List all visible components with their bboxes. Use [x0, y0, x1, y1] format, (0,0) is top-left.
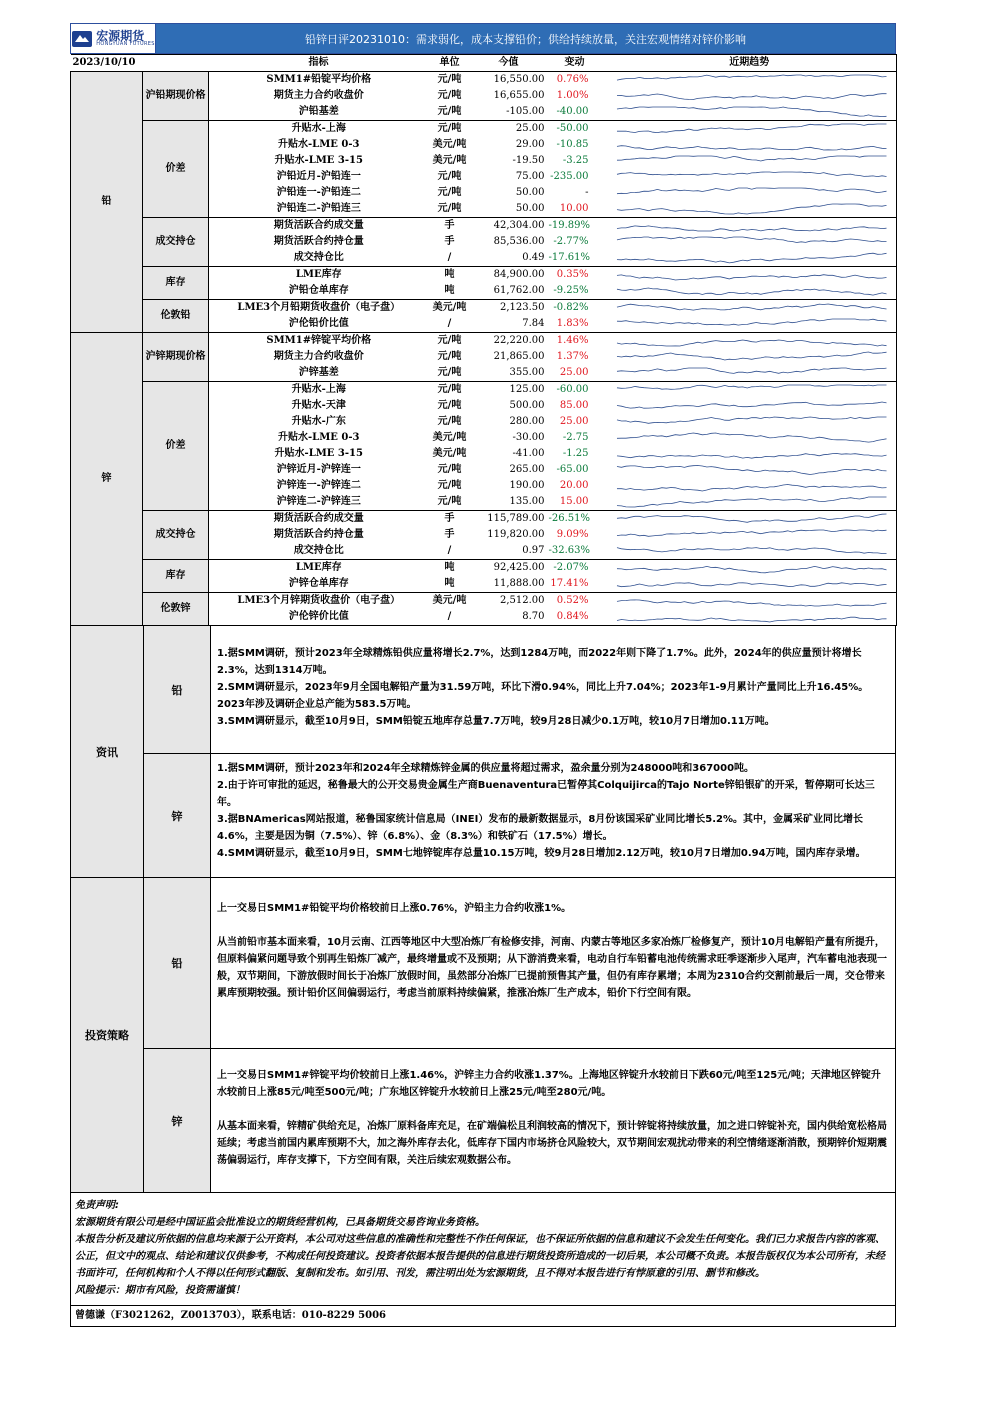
logo-icon — [71, 30, 93, 48]
group-label: 库存 — [143, 560, 209, 593]
trend-sparkline — [603, 430, 897, 446]
trend-sparkline — [603, 511, 897, 527]
strategy-zinc-para: 从基本面来看，锌精矿供给充足，冶炼厂原料备库充足，在矿端偏松且利润较高的情况下，预计锌锭将持续放量，加之进口锌锭补充，国内供给宽松格局延续；考虑当前国内累库预期不大，加之海外库存去化，低库存下国内市场挤仓风险较大，双节期间宏观扰动带来的利空情绪逐渐消散，预期锌价短期震荡偏弱运行，库存支撑下，下方空间有限，关注后续宏观数据公布。 — [217, 1121, 887, 1166]
logo-name-cn: 宏源期货 — [96, 29, 145, 43]
indicator-change: -60.00 — [556, 384, 589, 395]
indicator-change: - — [585, 187, 589, 198]
indicator-name: 沪锌基差 — [209, 365, 429, 382]
indicator-change: -2.77% — [553, 236, 589, 247]
indicator-name: 沪铅仓单库存 — [209, 283, 429, 300]
trend-sparkline — [603, 446, 897, 462]
trend-sparkline — [603, 462, 897, 478]
indicator-change: 10.00 — [547, 201, 603, 218]
indicator-name: 成交持仓比 — [209, 250, 429, 267]
col-unit: 单位 — [429, 55, 471, 72]
news-lead-text — [211, 626, 895, 753]
table-row — [71, 72, 897, 89]
indicator-change: 25.00 — [547, 365, 603, 382]
indicator-change: 17.41% — [547, 576, 603, 593]
table-row — [71, 121, 897, 138]
trend-sparkline — [603, 137, 897, 153]
news-section — [70, 626, 896, 878]
indicator-unit: 元/吨 — [437, 123, 462, 134]
group-label: 库存 — [143, 267, 209, 300]
indicator-change: -2.07% — [553, 562, 589, 573]
trend-cell — [603, 169, 897, 185]
trend-sparkline — [603, 121, 897, 137]
trend-cell — [603, 88, 897, 104]
indicator-change: -2.75 — [562, 432, 589, 443]
trend-sparkline — [603, 267, 897, 283]
table-row — [71, 560, 897, 577]
news-zinc-item: 2.由于许可审批的延迟，秘鲁最大的公开交易贵金属生产商Buenaventura已暂停其Colquijirca的Tajo Norte锌铅银矿的开采，暂停期可长达三年。 — [217, 780, 875, 808]
indicator-change: -19.89% — [548, 220, 591, 231]
indicator-change: 85.00 — [559, 400, 589, 411]
indicator-value: 500.00 — [509, 400, 545, 411]
indicator-value: -41.00 — [512, 448, 545, 459]
trend-cell — [603, 267, 897, 284]
group-label: 成交持仓 — [143, 218, 209, 267]
trend-cell — [603, 430, 897, 446]
indicator-change: -3.25 — [562, 155, 589, 166]
indicator-value: 21,865.00 — [493, 351, 545, 362]
strategy-section — [70, 878, 896, 1193]
indicator-value: 22,220.00 — [493, 335, 545, 346]
trend-cell — [603, 283, 897, 300]
indicator-name: 沪锌连一-沪锌连二 — [276, 480, 361, 491]
indicator-value: 2,123.50 — [499, 302, 545, 313]
disclaimer-line: 风险提示：期市有风险，投资需谨慎！ — [75, 1285, 245, 1296]
indicator-change: -235.00 — [550, 171, 589, 182]
indicator-unit: 元/吨 — [437, 90, 462, 101]
disclaimer-line: 本报告分析及建议所依据的信息均来源于公开资料，本公司对这些信息的准确性和完整性不作任何保证，也不保证所依据的信息和建议不会发生任何变化。我们已力求报告内容的客观、公正，但文中的观点、结论和建议仅供参考，不构成任何投资建议。投资者依据本报告提供的信息进行期货投资所造成的一切后果，本公司概不负责。本报告版权仅为本公司所有，未经书面许可，任何机构和个人不得以任何形式翻版、复制和发布。如引用、刊发，需注明出处为宏源期货，且不得对本报告进行有悖原意的引用、删节和修改。 — [75, 1234, 885, 1279]
table-row — [71, 218, 897, 235]
trend-sparkline — [603, 398, 897, 414]
indicator-value: 25.00 — [515, 123, 545, 134]
group-label: 成交持仓 — [143, 511, 209, 560]
indicator-name: 期货主力合约收盘价 — [273, 351, 364, 362]
trend-sparkline — [603, 169, 897, 185]
indicator-value: 119,820.00 — [487, 529, 545, 540]
disclaimer-title: 免责声明: — [75, 1200, 119, 1211]
indicator-value: -30.00 — [512, 432, 545, 443]
indicator-change: 0.35% — [556, 269, 589, 280]
indicator-unit: 元/吨 — [437, 464, 462, 475]
indicator-name: 沪铅连一-沪铅连二 — [276, 187, 361, 198]
indicator-name: LME3个月铅期货收盘价（电子盘） — [237, 302, 401, 313]
trend-sparkline — [603, 153, 897, 169]
trend-sparkline — [603, 365, 897, 381]
trend-sparkline — [603, 478, 897, 494]
group-label: 伦敦锌 — [143, 593, 209, 626]
indicator-name: LME3个月锌期货收盘价（电子盘） — [237, 595, 401, 606]
indicator-unit: 美元/吨 — [432, 302, 467, 313]
trend-cell — [603, 593, 897, 610]
indicator-unit: 美元/吨 — [432, 595, 467, 606]
indicator-change: 1.46% — [556, 335, 589, 346]
indicator-change: 20.00 — [559, 480, 589, 491]
indicator-unit: 元/吨 — [437, 74, 462, 85]
trend-cell — [603, 333, 897, 350]
metal-section-label: 锌 — [71, 333, 143, 626]
trend-sparkline — [603, 234, 897, 250]
table-row — [71, 511, 897, 528]
report-date: 2023/10/10 — [71, 55, 143, 72]
report-page — [70, 23, 896, 1327]
strategy-lead-para: 上一交易日SMM1#铅锭平均价格较前日上涨0.76%，沪铅主力合约收涨1%。 — [217, 903, 572, 914]
indicator-unit: 元/吨 — [437, 400, 462, 411]
news-lead-label: 铅 — [144, 626, 211, 753]
col-change: 变动 — [547, 55, 603, 72]
news-zinc — [144, 754, 895, 877]
news-lead — [144, 626, 895, 754]
strategy-zinc-para: 上一交易日SMM1#锌锭平均价较前日上涨1.46%，沪锌主力合约收涨1.37%。上海地区锌锭升水较前日下跌60元/吨至125元/吨；天津地区锌锭升水较前日上涨85元/吨至500元/吨；广东地区锌锭升水较前日上涨25元/吨至280元/吨。 — [217, 1070, 881, 1098]
indicator-change: -50.00 — [556, 123, 589, 134]
indicator-unit: 手 — [444, 529, 455, 540]
table-row — [71, 267, 897, 284]
trend-sparkline — [603, 104, 897, 120]
trend-cell — [603, 72, 897, 89]
indicator-change: 1.00% — [556, 90, 589, 101]
trend-cell — [603, 316, 897, 333]
indicator-name: 升贴水-LME 3-15 — [274, 155, 363, 166]
indicator-name: 沪铅近月-沪铅连一 — [276, 171, 361, 182]
strategy-lead-label: 铅 — [144, 878, 211, 1048]
trend-sparkline — [603, 283, 897, 299]
indicator-name: LME库存 — [295, 562, 342, 573]
indicator-value: 29.00 — [515, 139, 545, 150]
indicator-change: -65.00 — [556, 464, 589, 475]
report-header — [70, 23, 896, 54]
indicator-change: -0.82% — [553, 302, 589, 313]
trend-cell — [603, 478, 897, 494]
trend-cell — [603, 104, 897, 121]
indicator-name: 沪锌连二-沪锌连三 — [209, 494, 429, 511]
report-title: 铅锌日评20231010：需求弱化，成本支撑铅价；供给持续放量，关注宏观情绪对锌价影响 — [156, 24, 895, 53]
analyst-contact: 曾德谦（F3021262，Z0013703），联系电话：010-8229 5006 — [70, 1306, 896, 1327]
table-row — [71, 300, 897, 317]
group-label: 沪铅期现价格 — [143, 72, 209, 121]
indicator-unit: 手 — [444, 236, 455, 247]
trend-cell — [603, 494, 897, 511]
indicator-name: SMM1#锌锭平均价格 — [266, 335, 372, 346]
indicator-change: 0.76% — [556, 74, 589, 85]
indicator-name: 沪伦锌价比值 — [209, 609, 429, 626]
indicator-value: 84,900.00 — [493, 269, 545, 280]
indicator-value: -105.00 — [471, 104, 547, 121]
table-row — [71, 382, 897, 399]
trend-sparkline — [603, 250, 897, 266]
indicator-value: 355.00 — [471, 365, 547, 382]
indicator-name: 升贴水-LME 0-3 — [278, 432, 360, 443]
table-row — [71, 333, 897, 350]
indicator-name: SMM1#铅锭平均价格 — [266, 74, 372, 85]
news-zinc-item: 3.据BNAmericas网站报道，秘鲁国家统计信息局（INEI）发布的最新数据显示，8月份该国采矿业同比增长5.2%。其中，金属采矿业同比增长4.6%，主要是因为铜（7.5%）、锌（6.8%）、金（8.3%）和铁矿石（17.5%）增长。 — [217, 814, 864, 842]
indicator-unit: 元/吨 — [437, 384, 462, 395]
indicator-unit: 元/吨 — [429, 104, 471, 121]
indicator-unit: 吨 — [429, 283, 471, 300]
indicator-name: 期货活跃合约成交量 — [273, 220, 364, 231]
trend-cell — [603, 527, 897, 543]
indicator-value: 8.70 — [471, 609, 547, 626]
trend-sparkline — [603, 218, 897, 234]
indicator-value: 16,655.00 — [493, 90, 545, 101]
trend-sparkline — [603, 414, 897, 430]
indicator-change: 0.52% — [556, 595, 589, 606]
indicator-value: 92,425.00 — [493, 562, 545, 573]
indicator-value: 42,304.00 — [493, 220, 545, 231]
trend-cell — [603, 349, 897, 365]
indicator-unit: 美元/吨 — [432, 155, 467, 166]
indicator-change: -10.85 — [556, 139, 589, 150]
indicator-table — [70, 54, 897, 626]
trend-cell — [603, 414, 897, 430]
trend-cell — [603, 446, 897, 462]
indicator-value: 61,762.00 — [471, 283, 547, 300]
indicator-value: 11,888.00 — [471, 576, 547, 593]
indicator-name: 沪锌近月-沪锌连一 — [276, 464, 361, 475]
trend-cell — [603, 234, 897, 250]
indicator-unit: 元/吨 — [429, 201, 471, 218]
indicator-name: 期货活跃合约成交量 — [273, 513, 364, 524]
strategy-lead-para: 从当前铅市基本面来看，10月云南、江西等地区中大型冶炼厂有检修安排，河南、内蒙古等地区多家冶炼厂检修复产，预计10月电解铅产量有所提升，但原料偏紧问题导致个别再生铅炼厂减产，最终增量或不及预期；从下游消费来看，电动自行车铅蓄电池传统需求旺季逐渐步入尾声，汽车蓄电池表现一般，双节期间，下游放假时间长于冶炼厂放假时间，虽然部分冶炼厂已提前预售其产量，但仍有库存累增；本周为2310合约交割前最后一周，交仓带来累库预期较强。预计铅价区间偏弱运行，考虑当前原料持续偏紧，推涨冶炼厂生产成本，铅价下行空间有限。 — [217, 937, 887, 999]
strategy-zinc-text — [211, 1049, 895, 1192]
trend-cell — [603, 137, 897, 153]
news-zinc-item: 4.SMM调研显示，截至10月9日，SMM七地锌锭库存总量10.15万吨，较9月28日增加2.12万吨，较10月7日增加0.94万吨，国内库存录增。 — [217, 848, 866, 859]
news-zinc-text — [211, 754, 895, 877]
indicator-change: -26.51% — [548, 513, 591, 524]
indicator-unit: 元/吨 — [437, 335, 462, 346]
trend-sparkline — [603, 201, 897, 217]
indicator-unit: / — [429, 316, 471, 333]
trend-cell — [603, 609, 897, 626]
trend-cell — [603, 153, 897, 169]
col-today: 今值 — [471, 55, 547, 72]
indicator-value: 50.00 — [471, 201, 547, 218]
indicator-name: 沪锌仓单库存 — [209, 576, 429, 593]
group-label: 沪锌期现价格 — [143, 333, 209, 382]
trend-cell — [603, 398, 897, 414]
news-zinc-item: 1.据SMM调研，预计2023年和2024年全球精炼锌金属的供应量将超过需求，盈余量分别为248000吨和367000吨。 — [217, 763, 755, 774]
trend-sparkline — [603, 316, 897, 332]
trend-cell — [603, 121, 897, 138]
indicator-unit: 吨 — [444, 562, 455, 573]
strategy-zinc — [144, 1049, 895, 1192]
indicator-value: 280.00 — [509, 416, 545, 427]
trend-cell — [603, 382, 897, 399]
group-label: 伦敦铅 — [143, 300, 209, 333]
table-row — [71, 593, 897, 610]
trend-cell — [603, 365, 897, 382]
indicator-name: 升贴水-广东 — [291, 416, 346, 427]
indicator-change: 1.83% — [547, 316, 603, 333]
trend-cell — [603, 462, 897, 478]
indicator-value: 85,536.00 — [493, 236, 545, 247]
indicator-change: 15.00 — [547, 494, 603, 511]
indicator-name: 升贴水-LME 3-15 — [274, 448, 363, 459]
trend-sparkline — [603, 560, 897, 576]
trend-sparkline — [603, 349, 897, 365]
news-lead-item: 3.SMM调研显示，截至10月9日，SMM铅锭五地库存总量7.7万吨，较9月28日减少0.1万吨，较10月7日增加0.11万吨。 — [217, 716, 775, 727]
indicator-value: 2,512.00 — [499, 595, 545, 606]
news-lead-item: 1.据SMM调研，预计2023年全球精炼铅供应量将增长2.7%，达到1284万吨，而2022年则下降了1.7%。此外，2024年的供应量预计将增长2.3%，达到1314万吨。 — [217, 648, 862, 676]
indicator-unit: / — [429, 250, 471, 267]
trend-sparkline — [603, 527, 897, 543]
indicator-name: 升贴水-天津 — [291, 400, 346, 411]
trend-cell — [603, 185, 897, 201]
strategy-zinc-label: 锌 — [144, 1049, 211, 1192]
indicator-value: 265.00 — [509, 464, 545, 475]
indicator-name: 升贴水-上海 — [291, 384, 346, 395]
indicator-name: 升贴水-上海 — [291, 123, 346, 134]
trend-sparkline — [603, 300, 897, 316]
indicator-value: 50.00 — [515, 187, 545, 198]
trend-cell — [603, 511, 897, 528]
indicator-unit: 吨 — [429, 576, 471, 593]
disclaimer — [70, 1193, 896, 1306]
trend-sparkline — [603, 543, 897, 559]
indicator-unit: 元/吨 — [429, 494, 471, 511]
trend-sparkline — [603, 72, 897, 88]
indicator-change: -9.25% — [547, 283, 603, 300]
news-label: 资讯 — [71, 626, 144, 877]
indicator-value: 16,550.00 — [493, 74, 545, 85]
indicator-value: 115,789.00 — [487, 513, 545, 524]
indicator-unit: 元/吨 — [429, 365, 471, 382]
trend-cell — [603, 250, 897, 267]
news-zinc-label: 锌 — [144, 754, 211, 877]
trend-sparkline — [603, 609, 897, 625]
trend-cell — [603, 576, 897, 593]
trend-sparkline — [603, 593, 897, 609]
indicator-name: 沪铅连二-沪铅连三 — [209, 201, 429, 218]
indicator-change: -1.25 — [562, 448, 589, 459]
indicator-change: 9.09% — [556, 529, 589, 540]
indicator-unit: / — [429, 543, 471, 560]
indicator-name: 期货活跃合约持仓量 — [273, 236, 364, 247]
strategy-lead — [144, 878, 895, 1049]
indicator-value: 135.00 — [471, 494, 547, 511]
indicator-unit: 手 — [444, 220, 455, 231]
indicator-unit: 美元/吨 — [432, 448, 467, 459]
trend-cell — [603, 560, 897, 577]
company-logo — [71, 24, 156, 53]
indicator-value: 75.00 — [515, 171, 545, 182]
indicator-value: 7.84 — [471, 316, 547, 333]
indicator-unit: 手 — [444, 513, 455, 524]
trend-cell — [603, 543, 897, 560]
indicator-change: -17.61% — [547, 250, 603, 267]
indicator-change: -40.00 — [547, 104, 603, 121]
indicator-unit: / — [429, 609, 471, 626]
col-indicator: 指标 — [209, 55, 429, 72]
indicator-change: 0.84% — [547, 609, 603, 626]
indicator-change: 25.00 — [559, 416, 589, 427]
indicator-name: 沪伦铅价比值 — [209, 316, 429, 333]
trend-cell — [603, 218, 897, 235]
indicator-value: 125.00 — [509, 384, 545, 395]
indicator-name: 升贴水-LME 0-3 — [278, 139, 360, 150]
indicator-change: -32.63% — [547, 543, 603, 560]
indicator-value: 0.49 — [471, 250, 547, 267]
trend-sparkline — [603, 333, 897, 349]
indicator-value: 0.97 — [471, 543, 547, 560]
indicator-value: -19.50 — [512, 155, 545, 166]
indicator-unit: 美元/吨 — [432, 139, 467, 150]
group-label: 价差 — [143, 382, 209, 511]
group-label: 价差 — [143, 121, 209, 218]
indicator-name: 期货活跃合约持仓量 — [273, 529, 364, 540]
trend-cell — [603, 300, 897, 317]
indicator-name: 沪铅基差 — [209, 104, 429, 121]
indicator-name: 期货主力合约收盘价 — [273, 90, 364, 101]
indicator-name: LME库存 — [295, 269, 342, 280]
table-header-row — [71, 55, 897, 72]
indicator-unit: 元/吨 — [437, 171, 462, 182]
strategy-lead-text — [211, 878, 895, 1048]
metal-section-label: 铅 — [71, 72, 143, 333]
indicator-unit: 元/吨 — [437, 351, 462, 362]
indicator-value: 190.00 — [509, 480, 545, 491]
indicator-unit: 吨 — [444, 269, 455, 280]
trend-sparkline — [603, 576, 897, 592]
trend-sparkline — [603, 185, 897, 201]
strategy-label: 投资策略 — [71, 878, 144, 1192]
trend-sparkline — [603, 88, 897, 104]
trend-cell — [603, 201, 897, 218]
indicator-unit: 元/吨 — [437, 187, 462, 198]
col-trend: 近期趋势 — [603, 55, 897, 72]
indicator-name: 成交持仓比 — [209, 543, 429, 560]
disclaimer-line: 宏源期货有限公司是经中国证监会批准设立的期货经营机构，已具备期货交易咨询业务资格。 — [75, 1217, 485, 1228]
news-lead-item: 2.SMM调研显示，2023年9月全国电解铅产量为31.59万吨，环比下滑0.94%，同比上升7.04%；2023年1-9月累计产量同比上升16.45%。2023年涉及调研企业总产能为583.5万吨。 — [217, 682, 869, 710]
indicator-unit: 美元/吨 — [432, 432, 467, 443]
trend-sparkline — [603, 494, 897, 510]
indicator-change: 1.37% — [556, 351, 589, 362]
indicator-unit: 元/吨 — [437, 480, 462, 491]
trend-sparkline — [603, 382, 897, 398]
indicator-unit: 元/吨 — [437, 416, 462, 427]
logo-name-en: HONGYUAN FUTURES — [96, 41, 155, 47]
